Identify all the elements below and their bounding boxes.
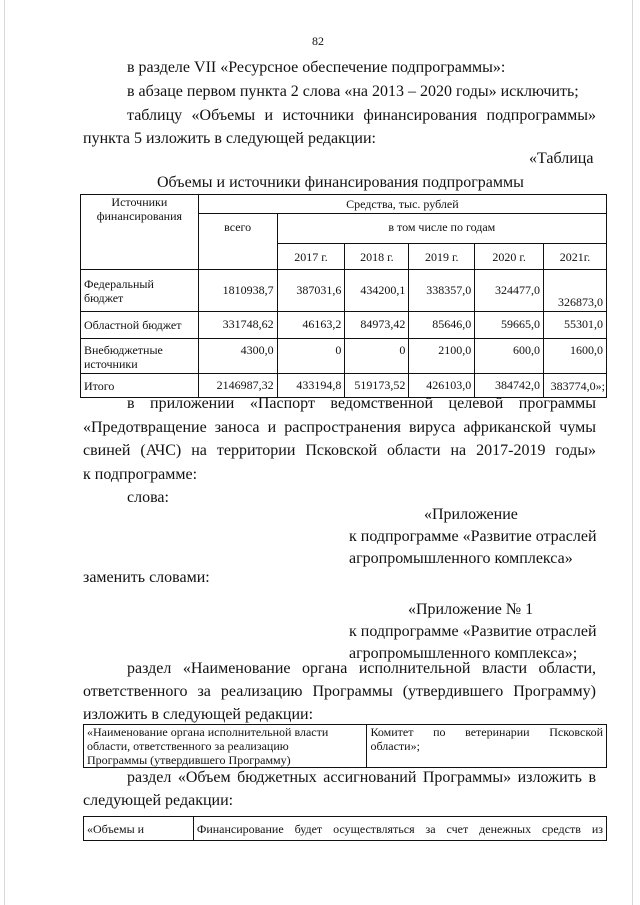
org-left-line: области, ответственного за реализацию [87,739,289,753]
row-value: 384742,0 [475,374,544,398]
quote-line: агропромышленного комплекса»; [349,645,578,662]
budget-table-left: «Объемы и [84,817,194,841]
row-value: 433194,8 [277,374,345,398]
row-value: 2100,0 [409,339,475,374]
row-value: 324477,0 [475,270,544,312]
scan-edge-right [632,0,633,905]
quote-line: к подпрограмме «Развитие отраслей [349,623,597,640]
header-funds: Средства, тыс. рублей [198,195,606,214]
text-line: изложить в следующей редакции: [83,706,314,723]
row-value: 1600,0 [544,339,607,374]
text-line: пункта 5 изложить в следующей редакции: [83,130,376,147]
org-table [83,724,607,768]
header-source: Источники финансирования [81,195,199,270]
funding-table [80,194,607,398]
row-value: 600,0 [475,339,544,374]
text-line: заменить словами: [83,569,210,586]
row-value: 55301,0 [544,312,607,339]
table-row [81,270,607,312]
quote-line: «Приложение № 1 [408,601,534,618]
row-name: Внебюджетные источники [81,339,199,374]
row-value: 84973,42 [345,312,409,339]
header-year: 2021г. [544,244,607,270]
text-line: ответственного за реализацию Программы (утвердившего Программу) [83,683,596,700]
text-line: следующей редакции: [83,792,234,809]
row-value: 338357,0 [409,270,475,312]
text-line: свиней (АЧС) на территории Псковской области на 2017-2019 годы» [83,442,596,459]
scan-edge-left [4,0,5,905]
row-value: 387031,6 [277,270,345,312]
row-value: 0 [277,339,345,374]
text-line: в разделе VII «Ресурсное обеспечение подпрограммы»: [127,59,506,76]
table-row [81,339,607,374]
text-line: слова: [127,489,169,506]
text-line: раздел «Наименование органа исполнительной власти области, [127,660,596,677]
org-left-line: Программы (утвердившего Программу) [87,753,291,767]
org-right-line: Комитет по ветеринарии Псковской [370,725,603,739]
row-value: 46163,2 [277,312,345,339]
quote-line: «Приложение [424,506,518,523]
header-year: 2019 г. [409,244,475,270]
header-year: 2017 г. [277,244,345,270]
header-year: 2018 г. [345,244,409,270]
row-name: Федеральный бюджет [81,270,199,312]
table-caption-label: «Таблица [529,150,594,167]
text-line: раздел «Объем бюджетных ассигнований Программы» изложить в [127,769,596,786]
row-value: 0 [345,339,409,374]
page-number: 82 [312,34,324,48]
table-title: Объемы и источники финансирования подпрограммы [157,174,524,191]
row-value: 59665,0 [475,312,544,339]
row-value: 434200,1 [345,270,409,312]
text-line: в абзаце первом пункта 2 слова «на 2013 – 2020 годы» исключить; [127,83,579,100]
org-table-right [367,725,607,768]
row-total: 331748,62 [198,312,277,339]
org-table-left [84,725,367,768]
text-line: таблицу «Объемы и источники финансирования подпрограммы» [127,107,596,124]
row-name: Областной бюджет [81,312,199,339]
text-line: в приложении «Паспорт ведомственной целевой программы [127,395,596,412]
row-value: 85646,0 [409,312,475,339]
header-total: всего [198,214,277,270]
quote-line: агропромышленного комплекса» [349,550,573,567]
row-value: 519173,52 [345,374,409,398]
row-value: 426103,0 [409,374,475,398]
row-total: 4300,0 [198,339,277,374]
budget-table [83,816,607,841]
budget-table-right: Финансирование будет осуществляться за счет денежных средств из [193,817,606,841]
row-value: 326873,0 [544,270,607,312]
text-line: к подпрограмме: [83,466,198,483]
header-year: 2020 г. [475,244,544,270]
row-total: 2146987,32 [198,374,277,398]
row-total: 1810938,7 [198,270,277,312]
text-line: «Предотвращение заноса и распространения вируса африканской чумы [83,419,596,436]
header-by-years: в том числе по годам [277,214,606,244]
org-left-line: «Наименование органа исполнительной власти [87,725,329,739]
row-name: Итого [81,374,199,398]
table-row [81,312,607,339]
row-value: 383774,0»; [544,374,607,398]
quote-line: к подпрограмме «Развитие отраслей [349,528,597,545]
org-right-line: области»; [370,739,420,753]
